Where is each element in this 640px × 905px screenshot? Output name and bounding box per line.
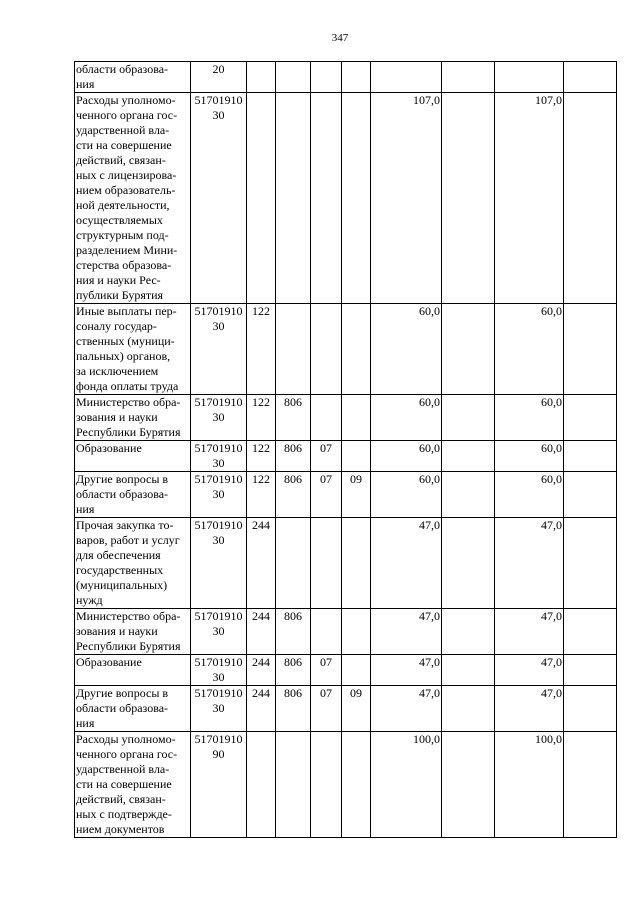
item-name-cell: Министерство обра- зования и науки Республики Бурятия (75, 395, 191, 441)
section-cell (311, 62, 342, 93)
amount-cell: 47,0 (371, 518, 442, 609)
target-code-cell: 51701910 30 (191, 395, 247, 441)
expense-type-cell: 122 (247, 304, 276, 395)
amount-extra-cell (442, 441, 495, 472)
item-name-cell: Образование (75, 655, 191, 686)
subsection-cell (342, 441, 371, 472)
amount-cell: 107,0 (371, 93, 442, 304)
amount-extra-cell (442, 472, 495, 518)
section-cell: 07 (311, 686, 342, 732)
total-cell: 60,0 (495, 441, 564, 472)
subsection-cell (342, 304, 371, 395)
item-name-cell: Другие вопросы в области образова- ния (75, 686, 191, 732)
total-extra-cell (564, 441, 617, 472)
section-cell (311, 395, 342, 441)
section-cell (311, 732, 342, 838)
total-cell: 60,0 (495, 395, 564, 441)
amount-extra-cell (442, 732, 495, 838)
total-cell: 60,0 (495, 304, 564, 395)
item-name-cell: Другие вопросы в области образова- ния (75, 472, 191, 518)
item-name-cell: области образова- ния (75, 62, 191, 93)
table-row (75, 686, 617, 732)
section-cell (311, 609, 342, 655)
total-cell: 107,0 (495, 93, 564, 304)
amount-cell: 47,0 (371, 609, 442, 655)
ministry-code-cell: 806 (276, 472, 311, 518)
total-extra-cell (564, 609, 617, 655)
table-row (75, 472, 617, 518)
expense-type-cell: 244 (247, 655, 276, 686)
subsection-cell (342, 609, 371, 655)
target-code-cell: 51701910 30 (191, 518, 247, 609)
amount-extra-cell (442, 395, 495, 441)
amount-cell: 60,0 (371, 441, 442, 472)
ministry-code-cell: 806 (276, 609, 311, 655)
section-cell: 07 (311, 441, 342, 472)
expense-type-cell (247, 62, 276, 93)
table-row (75, 441, 617, 472)
ministry-code-cell: 806 (276, 655, 311, 686)
total-extra-cell (564, 93, 617, 304)
section-cell: 07 (311, 655, 342, 686)
total-extra-cell (564, 686, 617, 732)
subsection-cell (342, 655, 371, 686)
table-row (75, 93, 617, 304)
total-extra-cell (564, 732, 617, 838)
amount-extra-cell (442, 518, 495, 609)
target-code-cell: 20 (191, 62, 247, 93)
ministry-code-cell (276, 62, 311, 93)
amount-cell: 47,0 (371, 686, 442, 732)
subsection-cell: 09 (342, 686, 371, 732)
expense-type-cell: 122 (247, 472, 276, 518)
total-cell: 100,0 (495, 732, 564, 838)
target-code-cell: 51701910 30 (191, 441, 247, 472)
expense-type-cell (247, 93, 276, 304)
amount-cell: 100,0 (371, 732, 442, 838)
total-cell (495, 62, 564, 93)
table-row (75, 395, 617, 441)
amount-cell (371, 62, 442, 93)
item-name-cell: Расходы уполномо- ченного органа гос- ударственной вла- сти на совершение действий, связан- ных с лицензирова- нием образователь- ной деятельности, осуществляемых структурным под- разделением Мини- стерства образова- ния и науки Рес- публики Бурятия (75, 93, 191, 304)
table-row (75, 655, 617, 686)
amount-extra-cell (442, 609, 495, 655)
section-cell (311, 304, 342, 395)
budget-table-body (75, 62, 617, 838)
expense-type-cell: 122 (247, 441, 276, 472)
target-code-cell: 51701910 30 (191, 304, 247, 395)
total-cell: 60,0 (495, 472, 564, 518)
total-extra-cell (564, 518, 617, 609)
total-extra-cell (564, 655, 617, 686)
budget-table (74, 61, 617, 838)
target-code-cell: 51701910 30 (191, 472, 247, 518)
table-row (75, 62, 617, 93)
expense-type-cell (247, 732, 276, 838)
total-extra-cell (564, 472, 617, 518)
amount-cell: 60,0 (371, 472, 442, 518)
amount-extra-cell (442, 62, 495, 93)
amount-cell: 60,0 (371, 304, 442, 395)
section-cell: 07 (311, 472, 342, 518)
table-row (75, 609, 617, 655)
target-code-cell: 51701910 90 (191, 732, 247, 838)
ministry-code-cell (276, 732, 311, 838)
page-number: 347 (331, 32, 349, 44)
amount-cell: 47,0 (371, 655, 442, 686)
expense-type-cell: 244 (247, 686, 276, 732)
subsection-cell (342, 518, 371, 609)
target-code-cell: 51701910 30 (191, 93, 247, 304)
section-cell (311, 518, 342, 609)
ministry-code-cell (276, 304, 311, 395)
expense-type-cell: 122 (247, 395, 276, 441)
ministry-code-cell (276, 518, 311, 609)
item-name-cell: Прочая закупка то- варов, работ и услуг для обеспечения государственных (муниципальных) нужд (75, 518, 191, 609)
subsection-cell (342, 732, 371, 838)
total-cell: 47,0 (495, 609, 564, 655)
table-row (75, 304, 617, 395)
table-row (75, 518, 617, 609)
table-row (75, 732, 617, 838)
target-code-cell: 51701910 30 (191, 686, 247, 732)
ministry-code-cell: 806 (276, 441, 311, 472)
amount-extra-cell (442, 304, 495, 395)
total-extra-cell (564, 395, 617, 441)
total-extra-cell (564, 62, 617, 93)
ministry-code-cell: 806 (276, 686, 311, 732)
subsection-cell (342, 395, 371, 441)
expense-type-cell: 244 (247, 518, 276, 609)
expense-type-cell: 244 (247, 609, 276, 655)
subsection-cell (342, 93, 371, 304)
target-code-cell: 51701910 30 (191, 655, 247, 686)
total-cell: 47,0 (495, 686, 564, 732)
section-cell (311, 93, 342, 304)
total-extra-cell (564, 304, 617, 395)
total-cell: 47,0 (495, 518, 564, 609)
item-name-cell: Расходы уполномо- ченного органа гос- ударственной вла- сти на совершение действий, связан- ных с подтвержде- нием документов (75, 732, 191, 838)
ministry-code-cell: 806 (276, 395, 311, 441)
amount-extra-cell (442, 686, 495, 732)
item-name-cell: Иные выплаты пер- соналу государ- ственных (муници- пальных) органов, за исключением фонда оплаты труда (75, 304, 191, 395)
subsection-cell (342, 62, 371, 93)
amount-cell: 60,0 (371, 395, 442, 441)
ministry-code-cell (276, 93, 311, 304)
target-code-cell: 51701910 30 (191, 609, 247, 655)
total-cell: 47,0 (495, 655, 564, 686)
item-name-cell: Образование (75, 441, 191, 472)
amount-extra-cell (442, 655, 495, 686)
amount-extra-cell (442, 93, 495, 304)
item-name-cell: Министерство обра- зования и науки Республики Бурятия (75, 609, 191, 655)
subsection-cell: 09 (342, 472, 371, 518)
